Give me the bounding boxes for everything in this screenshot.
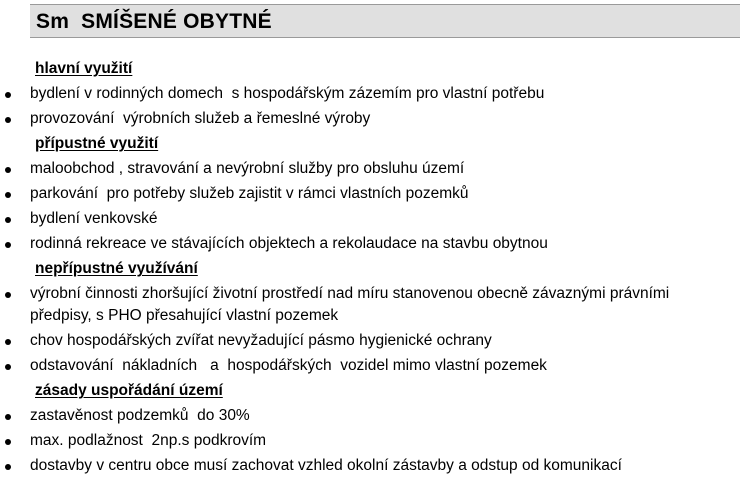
bullet-icon	[5, 242, 11, 248]
list-item	[0, 403, 746, 428]
list-item	[0, 353, 746, 378]
bullet-icon	[5, 192, 11, 198]
list-item	[0, 428, 746, 453]
section-heading: hlavní využití	[35, 60, 133, 77]
list-item-text: rodinná rekreace ve stávajících objektech a rekolaudace na stavbu obytnou	[30, 234, 548, 252]
item-list	[0, 281, 746, 378]
list-item	[0, 156, 746, 181]
list-item-text: parkování pro potřeby služeb zajistit v rámci vlastních pozemků	[30, 184, 469, 202]
list-item-text: výrobní činnosti zhoršující životní prostředí nad míru stanovenou obecně závaznými právními předpisy, s PHO přesahující vlastní pozemek	[30, 284, 674, 324]
list-item	[0, 206, 746, 231]
list-item-text: max. podlažnost 2np.s podkrovím	[30, 431, 267, 449]
list-item	[0, 281, 746, 328]
list-item-text: provozování výrobních služeb a řemeslné výroby	[30, 109, 371, 127]
list-item	[0, 181, 746, 206]
bullet-icon	[5, 167, 11, 173]
list-item	[0, 81, 746, 106]
document-body	[0, 56, 746, 478]
bullet-icon	[5, 414, 11, 420]
item-list	[0, 156, 746, 256]
bullet-icon	[5, 217, 11, 223]
list-item-text: bydlení v rodinných domech s hospodářským zázemím pro vlastní potřebu	[30, 84, 545, 102]
section-zasady-usporadani-uzemi	[0, 378, 746, 478]
item-list	[0, 81, 746, 131]
bullet-icon	[5, 92, 11, 98]
list-item-text: odstavování nákladních a hospodářských vozidel mimo vlastní pozemek	[30, 356, 547, 374]
title-bar	[30, 4, 740, 38]
list-item	[0, 106, 746, 131]
section-heading: zásady uspořádání území	[35, 382, 223, 399]
bullet-icon	[5, 464, 11, 470]
list-item-text: dostavby v centru obce musí zachovat vzhled okolní zástavby a odstup od komunikací	[30, 456, 622, 474]
section-heading: přípustné využití	[35, 135, 159, 152]
bullet-icon	[5, 364, 11, 370]
section-nepripustne-vyuzivani	[0, 256, 746, 378]
list-item-text: maloobchod , stravování a nevýrobní služby pro obsluhu území	[30, 159, 465, 177]
page-title: Sm SMÍŠENÉ OBYTNÉ	[36, 10, 272, 33]
bullet-icon	[5, 339, 11, 345]
list-item-text: chov hospodářských zvířat nevyžadující pásmo hygienické ochrany	[30, 331, 492, 349]
list-item	[0, 328, 746, 353]
bullet-icon	[5, 117, 11, 123]
bullet-icon	[5, 292, 11, 298]
section-hlavni-vyuziti	[0, 56, 746, 131]
bullet-icon	[5, 439, 11, 445]
section-pripustne-vyuziti	[0, 131, 746, 256]
list-item-text: bydlení venkovské	[30, 209, 158, 227]
section-heading: nepřípustné využívání	[35, 260, 198, 277]
list-item-text: zastavěnost podzemků do 30%	[30, 406, 250, 424]
item-list	[0, 403, 746, 478]
list-item	[0, 453, 746, 478]
list-item	[0, 231, 746, 256]
